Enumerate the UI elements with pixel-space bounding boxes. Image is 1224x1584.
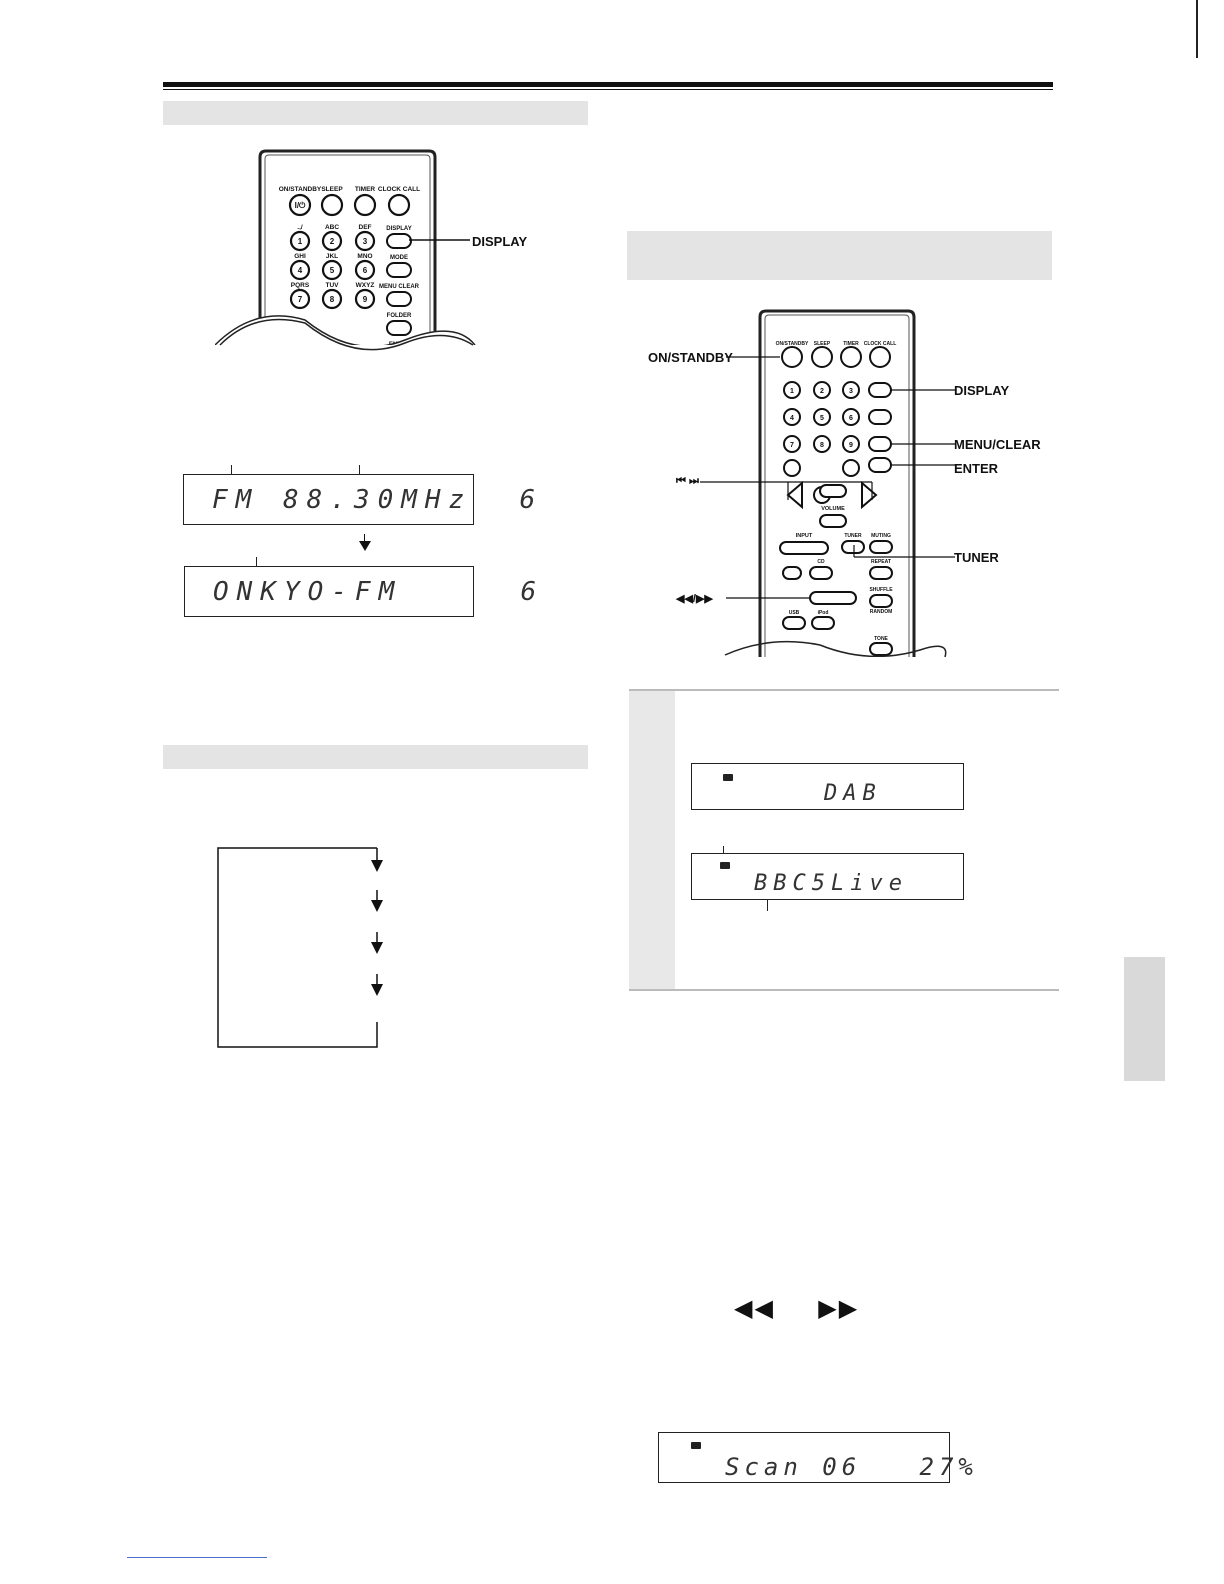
lcd-bbc-text: BBC5Live	[754, 871, 908, 896]
key-number: 3	[362, 237, 368, 246]
key-number: 3	[849, 388, 853, 395]
remote-button[interactable]	[322, 195, 342, 215]
key-number: 7	[297, 295, 303, 304]
tone-label: TONE	[874, 636, 888, 642]
side-key[interactable]	[387, 292, 411, 306]
key-number: 5	[329, 266, 335, 275]
side-key[interactable]	[869, 383, 891, 397]
dab-indicator-icon	[723, 774, 733, 781]
seek-buttons[interactable]	[810, 592, 856, 604]
remote-label: CLOCK CALL	[863, 341, 897, 347]
key-number: 5	[820, 415, 824, 422]
lcd-bbc-tick-bottom	[767, 899, 768, 911]
key-number: 1	[790, 388, 794, 395]
lcd-scan-text: Scan 06 27%	[725, 1453, 978, 1481]
page-edge-line	[1196, 0, 1198, 58]
cd-label: CD	[817, 559, 825, 565]
remote-label: ON/STANDBY	[278, 186, 322, 193]
remote-label: SLEEP	[813, 341, 831, 347]
remote-button[interactable]	[389, 195, 409, 215]
stop-button[interactable]	[783, 567, 801, 579]
flow-loop-diagram	[210, 840, 410, 1055]
side-key[interactable]	[869, 410, 891, 424]
remote-label: TIMER	[354, 186, 376, 193]
volume-label: VOLUME	[821, 506, 845, 512]
lcd-onkyo-text: ONKYO-FM 6	[213, 577, 545, 607]
remote-button[interactable]	[355, 195, 375, 215]
power-icon: I/⏻	[294, 201, 306, 210]
tone-button[interactable]	[870, 643, 892, 655]
key-number: 4	[790, 415, 794, 422]
callout-on-standby: ON/STANDBY	[648, 350, 733, 365]
key-number: 2	[329, 237, 335, 246]
lcd-fm-display	[183, 474, 544, 525]
side-key-label: DISPLAY	[386, 226, 412, 232]
key-letters: DEF	[358, 224, 372, 231]
down-arrow	[359, 541, 371, 551]
callout-display-top: DISPLAY	[472, 234, 528, 249]
step-box-bottom-rule	[629, 989, 1059, 991]
remote-label: ON/STANDBY	[775, 341, 809, 347]
callout-menu-clear: MENU/CLEAR	[954, 437, 1041, 452]
volume-down-button[interactable]	[820, 515, 846, 527]
key-letters: MNO	[357, 253, 373, 260]
section-bar-display	[163, 101, 588, 125]
dab-indicator-icon	[691, 1442, 701, 1449]
key-letters: GHI	[294, 253, 306, 260]
ipod-label: iPod	[817, 610, 829, 616]
repeat-label: REPEAT	[871, 559, 891, 565]
footer-link-line	[127, 1557, 267, 1558]
remote-button[interactable]	[782, 347, 802, 367]
key-number: 4	[297, 266, 303, 275]
remote-button[interactable]	[841, 347, 861, 367]
key-letters: WXYZ	[355, 282, 375, 289]
lcd-fm-text: FM 88.30MHz 6	[212, 485, 544, 515]
remote-button[interactable]	[812, 347, 832, 367]
key-number: 9	[849, 442, 853, 449]
side-key[interactable]	[387, 321, 411, 335]
header-rule-thin	[163, 89, 1053, 90]
shuffle-button[interactable]	[870, 595, 892, 607]
side-key[interactable]	[869, 458, 891, 472]
input-button[interactable]	[780, 542, 828, 554]
lcd-scan-display	[658, 1432, 978, 1483]
step-box-sidebar	[629, 691, 675, 989]
side-key-label: FOLDER	[386, 313, 412, 319]
header-rule	[163, 82, 1053, 87]
side-key[interactable]	[869, 437, 891, 451]
section-bar-dab	[627, 231, 1052, 280]
callout-tuner: TUNER	[954, 550, 999, 565]
repeat-button[interactable]	[870, 567, 892, 579]
input-label: INPUT	[795, 533, 813, 539]
side-tab	[1124, 957, 1165, 1081]
side-key[interactable]	[387, 234, 411, 248]
key-letters: PQRS	[290, 282, 310, 289]
side-key[interactable]	[387, 263, 411, 277]
key-letters: JKL	[325, 253, 339, 260]
random-label: RANDOM	[869, 609, 893, 615]
remote-button[interactable]	[784, 460, 800, 476]
key-number: 6	[362, 266, 368, 275]
callout-enter: ENTER	[954, 461, 999, 476]
remote-label: TIMER	[843, 341, 859, 347]
lcd-dab-display	[691, 763, 964, 810]
seek-symbols: ◀◀ ▶▶	[734, 1295, 860, 1322]
lcd-bbc-display	[691, 853, 964, 900]
callout-skip: ⏮ ⏭	[676, 475, 699, 487]
callout-display-right: DISPLAY	[954, 383, 1010, 398]
tuner-label: TUNER	[844, 533, 862, 539]
remote-top-illustration	[215, 145, 555, 365]
key-number: 6	[849, 415, 853, 422]
key-number: 8	[820, 442, 824, 449]
key-number: 9	[362, 295, 368, 304]
volume-up-button[interactable]	[820, 485, 846, 497]
side-key-label: MENU CLEAR	[379, 284, 419, 290]
ipod-button[interactable]	[812, 617, 834, 629]
side-key-label: MODE	[390, 255, 408, 261]
cd-play-button[interactable]	[810, 567, 832, 579]
callout-seek: ◀◀/▶▶	[676, 593, 713, 605]
remote-label: SLEEP	[321, 186, 343, 193]
muting-label: MUTING	[871, 533, 891, 539]
key-letters: .,/	[297, 224, 303, 231]
key-number: 7	[790, 442, 794, 449]
folder-button[interactable]	[843, 460, 859, 476]
key-letters: ABC	[324, 224, 340, 231]
key-number: 1	[297, 237, 303, 246]
key-number: 2	[820, 388, 824, 395]
remote-button[interactable]	[870, 347, 890, 367]
step-box-top-rule	[629, 689, 1059, 691]
muting-button[interactable]	[870, 541, 892, 553]
usb-label: USB	[788, 610, 800, 616]
dab-indicator-icon	[720, 862, 730, 869]
lcd-onkyo-display	[184, 566, 545, 617]
section-bar-2	[163, 745, 588, 769]
usb-button[interactable]	[783, 617, 805, 629]
shuffle-label: SHUFFLE	[869, 587, 893, 593]
key-letters: TUV	[325, 282, 339, 289]
remote-label: CLOCK CALL	[377, 186, 421, 193]
key-number: 8	[329, 295, 335, 304]
lcd-dab-text: DAB	[824, 781, 882, 806]
tuner-button[interactable]	[842, 541, 864, 553]
